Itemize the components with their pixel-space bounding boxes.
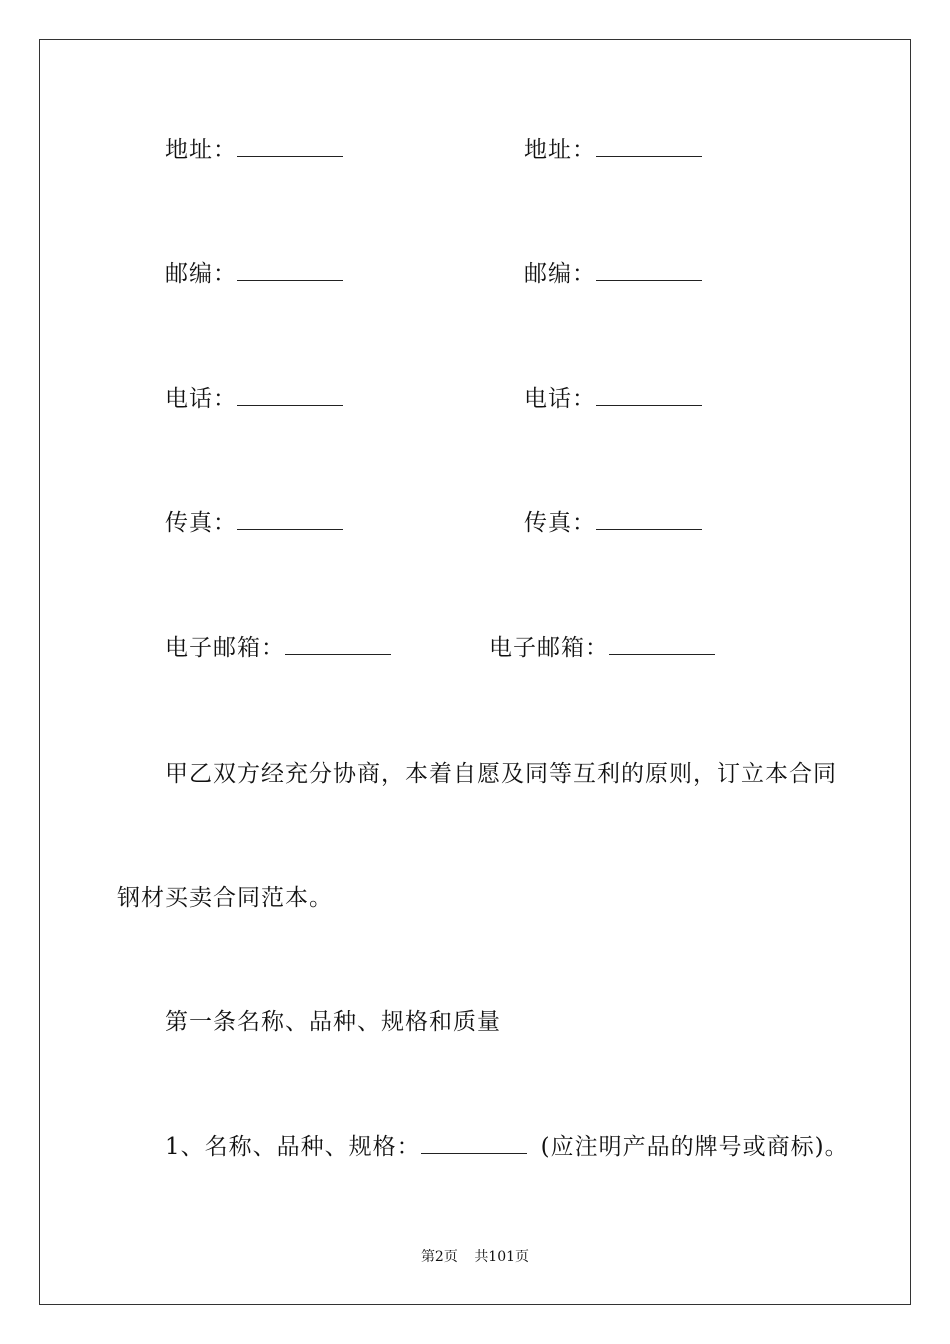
- postcode-label: 邮编：: [524, 261, 596, 287]
- party-b-phone: [524, 385, 702, 413]
- paragraph-line-1: 甲乙双方经充分协商，本着自愿及同等互利的原则，订立本合同: [165, 761, 837, 787]
- party-b-postcode: [524, 260, 702, 288]
- article-1-heading: 第一条名称、品种、规格和质量: [165, 1009, 501, 1035]
- address-blank[interactable]: [596, 136, 702, 157]
- phone-label: 电话：: [165, 386, 237, 412]
- party-a-address: [165, 136, 343, 164]
- item-1: [165, 1133, 849, 1161]
- party-b-fax: [524, 509, 702, 537]
- item-1-note: (应注明产品的牌号或商标)。: [540, 1134, 849, 1160]
- email-label: 电子邮箱：: [489, 635, 609, 661]
- party-b-address: [524, 136, 702, 164]
- fax-blank[interactable]: [237, 509, 343, 530]
- page-total: 共101页: [474, 1249, 530, 1265]
- party-b-email: [489, 634, 715, 662]
- paragraph-line-2: 钢材买卖合同范本。: [117, 885, 333, 911]
- postcode-label: 邮编：: [165, 261, 237, 287]
- address-blank[interactable]: [237, 136, 343, 157]
- phone-blank[interactable]: [596, 385, 702, 406]
- party-a-email: [165, 634, 391, 662]
- page-border: [39, 39, 911, 1305]
- postcode-blank[interactable]: [596, 260, 702, 281]
- address-label: 地址：: [524, 137, 596, 163]
- phone-label: 电话：: [524, 386, 596, 412]
- party-a-fax: [165, 509, 343, 537]
- fax-label: 传真：: [524, 510, 596, 536]
- postcode-blank[interactable]: [237, 260, 343, 281]
- party-a-phone: [165, 385, 343, 413]
- item-1-label: 1、名称、品种、规格：: [165, 1134, 421, 1160]
- phone-blank[interactable]: [237, 385, 343, 406]
- party-a-postcode: [165, 260, 343, 288]
- address-label: 地址：: [165, 137, 237, 163]
- page-number: 第2页: [420, 1249, 458, 1265]
- fax-label: 传真：: [165, 510, 237, 536]
- email-blank[interactable]: [285, 634, 391, 655]
- fax-blank[interactable]: [596, 509, 702, 530]
- email-blank[interactable]: [609, 634, 715, 655]
- page-footer: [0, 1248, 950, 1266]
- item-1-blank[interactable]: [421, 1133, 527, 1154]
- email-label: 电子邮箱：: [165, 635, 285, 661]
